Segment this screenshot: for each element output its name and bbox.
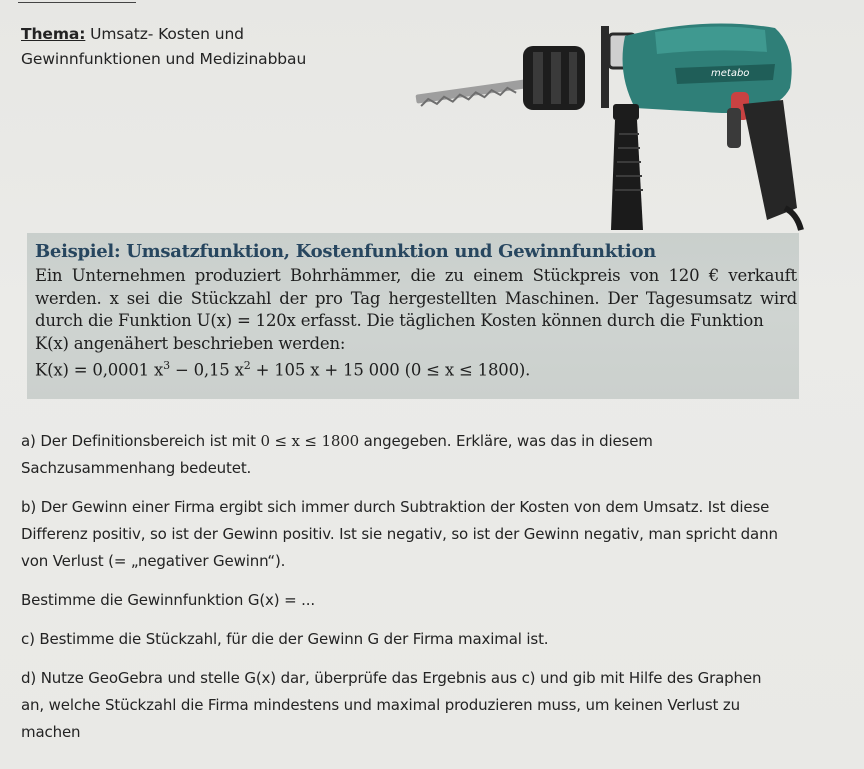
brand-text: metabo — [711, 68, 750, 79]
cost-formula-exp2: 2 — [243, 359, 251, 372]
example-line-4-text: angenähert beschrieben werden: — [73, 333, 346, 353]
task-list — [21, 428, 821, 746]
task-b-line4: Bestimme die Gewinnfunktion G(x) = ... — [21, 591, 315, 609]
drill-chuck — [523, 46, 585, 110]
task-b-line1: b) Der Gewinn einer Firma ergibt sich immer durch Subtraktion der Kosten von dem Umsatz. Ist diese — [21, 498, 770, 516]
topic-text-line2: Gewinnfunktionen und Medizinabbau — [21, 50, 307, 68]
task-a-formula: 0 ≤ x ≤ 1800 — [260, 432, 360, 450]
example-line-1: Ein Unternehmen produziert Bohrhämmer, die zu einem Stückpreis von 120 € verkauft — [35, 266, 797, 285]
task-a-line1 — [21, 428, 821, 455]
cost-formula-exp1: 3 — [163, 359, 170, 372]
task-d-line3: machen — [21, 723, 81, 741]
cost-formula-part1: K(x) = 0,0001 x — [35, 360, 164, 380]
example-line-3 — [35, 310, 793, 333]
top-rule — [18, 2, 136, 3]
revenue-formula: U(x) = 120x — [196, 311, 296, 330]
task-c-line1: c) Bestimme die Stückzahl, für die der Gewinn G der Firma maximal ist. — [21, 630, 549, 648]
drill-image — [405, 8, 805, 238]
task-b-line3: von Verlust (= „negativer Gewinn“). — [21, 552, 286, 570]
topic-label: Thema: — [21, 25, 86, 43]
task-a-prefix: a) Der Definitionsbereich ist mit — [21, 432, 256, 450]
side-handle — [611, 104, 643, 230]
cost-function-name: K(x) — [35, 333, 69, 353]
drill-handle — [727, 100, 797, 220]
task-d-line1: d) Nutze GeoGebra und stelle G(x) dar, überprüfe das Ergebnis aus c) und gib mit Hilfe des Graphen — [21, 669, 762, 687]
task-b-line2: Differenz positiv, so ist der Gewinn positiv. Ist sie negativ, so ist der Gewinn negativ, man spricht dann — [21, 525, 778, 543]
topic-text-line1: Umsatz- Kosten und — [90, 25, 244, 43]
task-a-suffix: angegeben. Erkläre, was das in diesem — [363, 432, 653, 450]
example-line-3-start: durch die Funktion — [35, 311, 192, 330]
cost-formula-part3: + 105 x + 15 000 (0 ≤ x ≤ 1800). — [250, 360, 531, 380]
drill-bit — [415, 78, 535, 106]
topic-heading — [21, 22, 401, 72]
task-a-line2: Sachzusammenhang bedeutet. — [21, 459, 252, 477]
task-d-line2: an, welche Stückzahl die Firma mindestens und maximal produzieren muss, um keinen Verlust zu — [21, 696, 740, 714]
example-line-2: werden. x sei die Stückzahl der pro Tag hergestellten Maschinen. Der Tagesumsatz wird — [35, 288, 797, 308]
cost-formula — [35, 355, 793, 382]
drill-body — [623, 24, 792, 114]
example-box — [27, 233, 799, 399]
example-line-3-end: erfasst. Die täglichen Kosten können durch die Funktion — [300, 311, 764, 330]
example-title: Beispiel: Umsatzfunktion, Kostenfunktion und Gewinnfunktion — [35, 241, 656, 262]
cost-formula-part2: − 0,15 x — [169, 360, 244, 380]
example-line-4 — [35, 333, 793, 356]
